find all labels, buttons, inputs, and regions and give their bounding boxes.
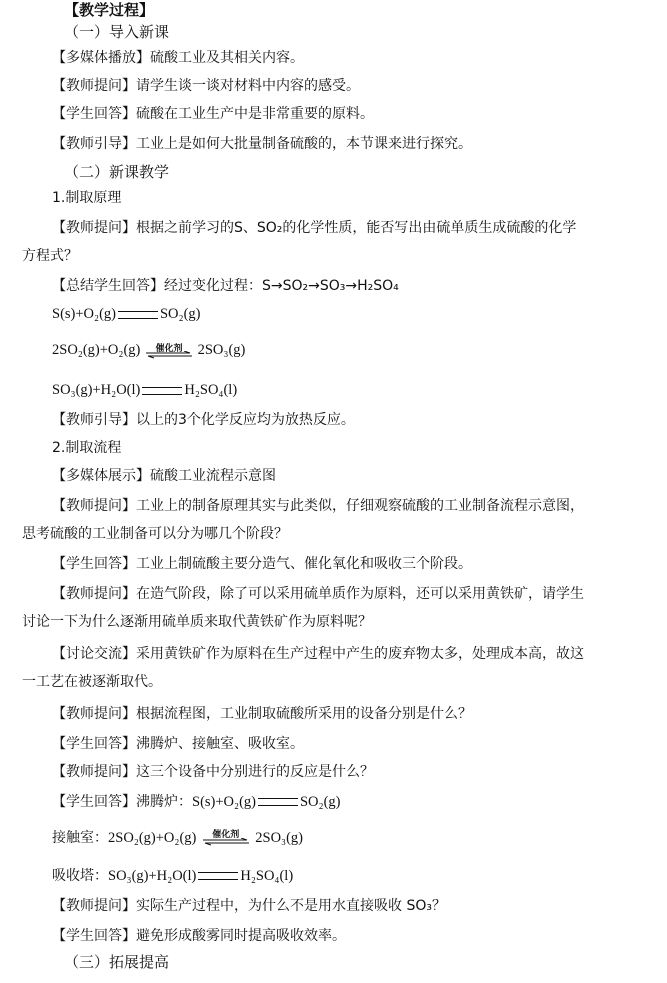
reversible-arrow-icon <box>203 838 249 846</box>
paragraph: 【学生回答】硫酸在工业生产中是非常重要的原料。 <box>52 106 374 122</box>
paragraph: 【讨论交流】采用黄铁矿作为原料在生产过程中产生的废弃物太多，处理成本高，故这 <box>52 646 584 662</box>
paragraph: 【教师提问】请学生谈一谈对材料中内容的感受。 <box>52 78 360 94</box>
paragraph: 【学生回答】避免形成酸雾同时提高吸收效率。 <box>52 928 346 944</box>
equals-sign <box>142 387 182 395</box>
equation-right: 2SO₃(g) <box>197 342 246 358</box>
paragraph-continuation: 一工艺在被逐渐取代。 <box>22 674 162 690</box>
answer-label: 吸收塔： <box>52 868 108 884</box>
reversible-arrow-icon <box>146 351 192 359</box>
equation-left: S(s)+O₂(g) <box>52 306 116 322</box>
equation-left: 2SO₂(g)+O₂(g) <box>108 830 197 846</box>
equation-left: SO₃(g)+H₂O(l) <box>108 868 197 884</box>
answer-label: 【学生回答】沸腾炉： <box>52 794 192 810</box>
paragraph: 【教师引导】以上的3个化学反应均为放热反应。 <box>52 412 355 428</box>
equation-right: H₂SO₄(l) <box>184 382 238 398</box>
answer-contact-chamber <box>52 828 303 848</box>
paragraph: 【教师提问】实际生产过程中，为什么不是用水直接吸收 SO₃？ <box>52 898 446 914</box>
paragraph: 【教师提问】在造气阶段，除了可以采用硫单质作为原料，还可以采用黄铁矿，请学生 <box>52 586 584 602</box>
subsection-heading: （二）新课教学 <box>64 163 170 181</box>
section-title: 【教学过程】 <box>64 1 155 19</box>
paragraph-continuation: 思考硫酸的工业制备可以分为哪几个阶段？ <box>22 526 288 542</box>
equals-sign <box>198 872 238 880</box>
paragraph: 【学生回答】工业上制硫酸主要分造气、催化氧化和吸收三个阶段。 <box>52 556 472 572</box>
numbered-heading: 1.制取原理 <box>52 190 122 206</box>
equation-left: S(s)+O₂(g) <box>192 794 256 810</box>
paragraph: 【教师提问】根据之前学习的S、SO₂的化学性质，能否写出由硫单质生成硫酸的化学 <box>52 220 577 236</box>
equation-right: 2SO₃(g) <box>255 830 304 846</box>
paragraph: 【教师提问】这三个设备中分别进行的反应是什么？ <box>52 764 374 780</box>
paragraph: 【多媒体播放】硫酸工业及其相关内容。 <box>52 50 304 66</box>
equation-3 <box>52 380 237 400</box>
answer-absorption-tower <box>52 866 293 886</box>
paragraph: 【总结学生回答】经过变化过程：S→SO₂→SO₃→H₂SO₄ <box>52 278 399 294</box>
equation-right: H₂SO₄(l) <box>240 868 294 884</box>
paragraph-continuation: 讨论一下为什么逐渐用硫单质来取代黄铁矿作为原料呢？ <box>22 614 372 630</box>
catalyst-arrow <box>146 342 192 360</box>
equals-sign <box>118 311 158 319</box>
paragraph: 【教师提问】工业上的制备原理其实与此类似，仔细观察硫酸的工业制备流程示意图， <box>52 498 584 514</box>
answer-boiling-furnace <box>52 792 340 812</box>
equation-2 <box>52 340 245 360</box>
answer-label: 接触室： <box>52 830 108 846</box>
equation-left: SO₃(g)+H₂O(l) <box>52 382 141 398</box>
catalyst-arrow <box>203 829 249 847</box>
paragraph: 【教师引导】工业上是如何大批量制备硫酸的，本节课来进行探究。 <box>52 136 472 152</box>
subsection-heading: （一）导入新课 <box>64 23 170 41</box>
equals-sign <box>258 798 298 806</box>
equation-right: SO₂(g) <box>299 794 341 810</box>
equation-right: SO₂(g) <box>159 306 201 322</box>
paragraph-continuation: 方程式？ <box>22 248 78 264</box>
catalyst-label: 催化剂 <box>212 830 240 840</box>
subsection-heading: （三）拓展提高 <box>64 953 170 971</box>
paragraph: 【学生回答】沸腾炉、接触室、吸收室。 <box>52 736 304 752</box>
paragraph: 【教师提问】根据流程图，工业制取硫酸所采用的设备分别是什么？ <box>52 706 472 722</box>
equation-1 <box>52 304 200 324</box>
paragraph: 【多媒体展示】硫酸工业流程示意图 <box>52 468 276 484</box>
numbered-heading: 2.制取流程 <box>52 440 122 456</box>
equation-left: 2SO₂(g)+O₂(g) <box>52 342 141 358</box>
catalyst-label: 催化剂 <box>155 342 183 353</box>
